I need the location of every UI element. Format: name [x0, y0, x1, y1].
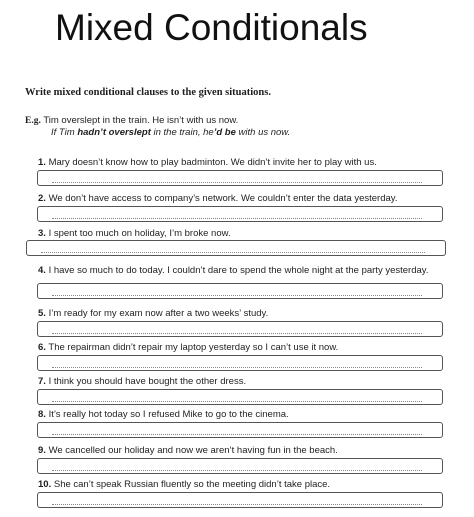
question-text: She can’t speak Russian fluently so the meeting didn’t take place.: [53, 479, 331, 490]
example-situation: [25, 114, 238, 128]
question-text: We don’t have access to company’s network. We couldn’t enter the data yesterday.: [48, 193, 398, 204]
instruction: Write mixed conditional clauses to the given situations.: [25, 87, 271, 98]
example-answer-post: with us now.: [235, 127, 291, 138]
answer-field-4[interactable]: [37, 283, 443, 299]
answer-dotted-line: [52, 434, 422, 435]
answer-dotted-line: [41, 252, 425, 253]
example-answer-bold1: hadn’t overslept: [77, 127, 151, 138]
answer-field-9[interactable]: [37, 458, 443, 474]
answer-field-7[interactable]: [37, 389, 443, 405]
question-number: 2.: [38, 193, 46, 204]
question-number: 1.: [38, 157, 46, 168]
question-text: It’s really hot today so I refused Mike to go to the cinema.: [48, 409, 289, 420]
example-label: E.g.: [25, 116, 41, 126]
question-5: [38, 308, 268, 320]
example-answer-bold2: ’d be: [213, 127, 236, 138]
answer-dotted-line: [52, 182, 422, 183]
answer-dotted-line: [52, 218, 422, 219]
question-number: 9.: [38, 445, 46, 456]
question-text: I think you should have bought the other dress.: [48, 376, 247, 387]
question-number: 5.: [38, 308, 46, 319]
question-number: 7.: [38, 376, 46, 387]
answer-field-3[interactable]: [26, 240, 446, 256]
question-text: Mary doesn’t know how to play badminton. We didn’t invite her to play with us.: [48, 157, 377, 168]
question-1: [38, 157, 377, 169]
question-number: 6.: [38, 342, 46, 353]
question-4: [38, 265, 438, 277]
answer-dotted-line: [52, 295, 422, 296]
answer-field-1[interactable]: [37, 170, 443, 186]
example-answer-pre: If Tim: [51, 127, 78, 138]
example-answer: [51, 127, 290, 138]
question-text: I’m ready for my exam now after a two weeks’ study.: [48, 308, 269, 319]
answer-dotted-line: [52, 470, 422, 471]
answer-dotted-line: [52, 401, 422, 402]
question-6: [38, 342, 338, 354]
answer-field-6[interactable]: [37, 355, 443, 371]
answer-field-5[interactable]: [37, 321, 443, 337]
question-number: 10.: [38, 479, 52, 490]
question-text: We cancelled our holiday and now we aren’t having fun in the beach.: [48, 445, 338, 456]
question-10: [38, 479, 330, 491]
answer-dotted-line: [52, 367, 422, 368]
question-text: The repairman didn’t repair my laptop yesterday so I can’t use it now.: [48, 342, 339, 353]
example-answer-mid: in the train, he: [150, 127, 214, 138]
question-text: I have so much to do today. I couldn’t dare to spend the whole night at the party yesterday.: [48, 265, 429, 276]
question-9: [38, 445, 338, 457]
question-number: 3.: [38, 228, 46, 239]
answer-field-8[interactable]: [37, 422, 443, 438]
question-7: [38, 376, 246, 388]
question-3: [38, 228, 231, 240]
question-8: [38, 409, 289, 421]
answer-dotted-line: [52, 504, 422, 505]
example-situation-text: Tim overslept in the train. He isn’t with us now.: [43, 115, 239, 126]
question-text: I spent too much on holiday, I’m broke now.: [48, 228, 231, 239]
question-number: 4.: [38, 265, 46, 276]
answer-field-10[interactable]: [37, 492, 443, 508]
answer-dotted-line: [52, 333, 422, 334]
answer-field-2[interactable]: [37, 206, 443, 222]
question-2: [38, 193, 397, 205]
question-number: 8.: [38, 409, 46, 420]
worksheet-title: Mixed Conditionals: [55, 7, 368, 48]
